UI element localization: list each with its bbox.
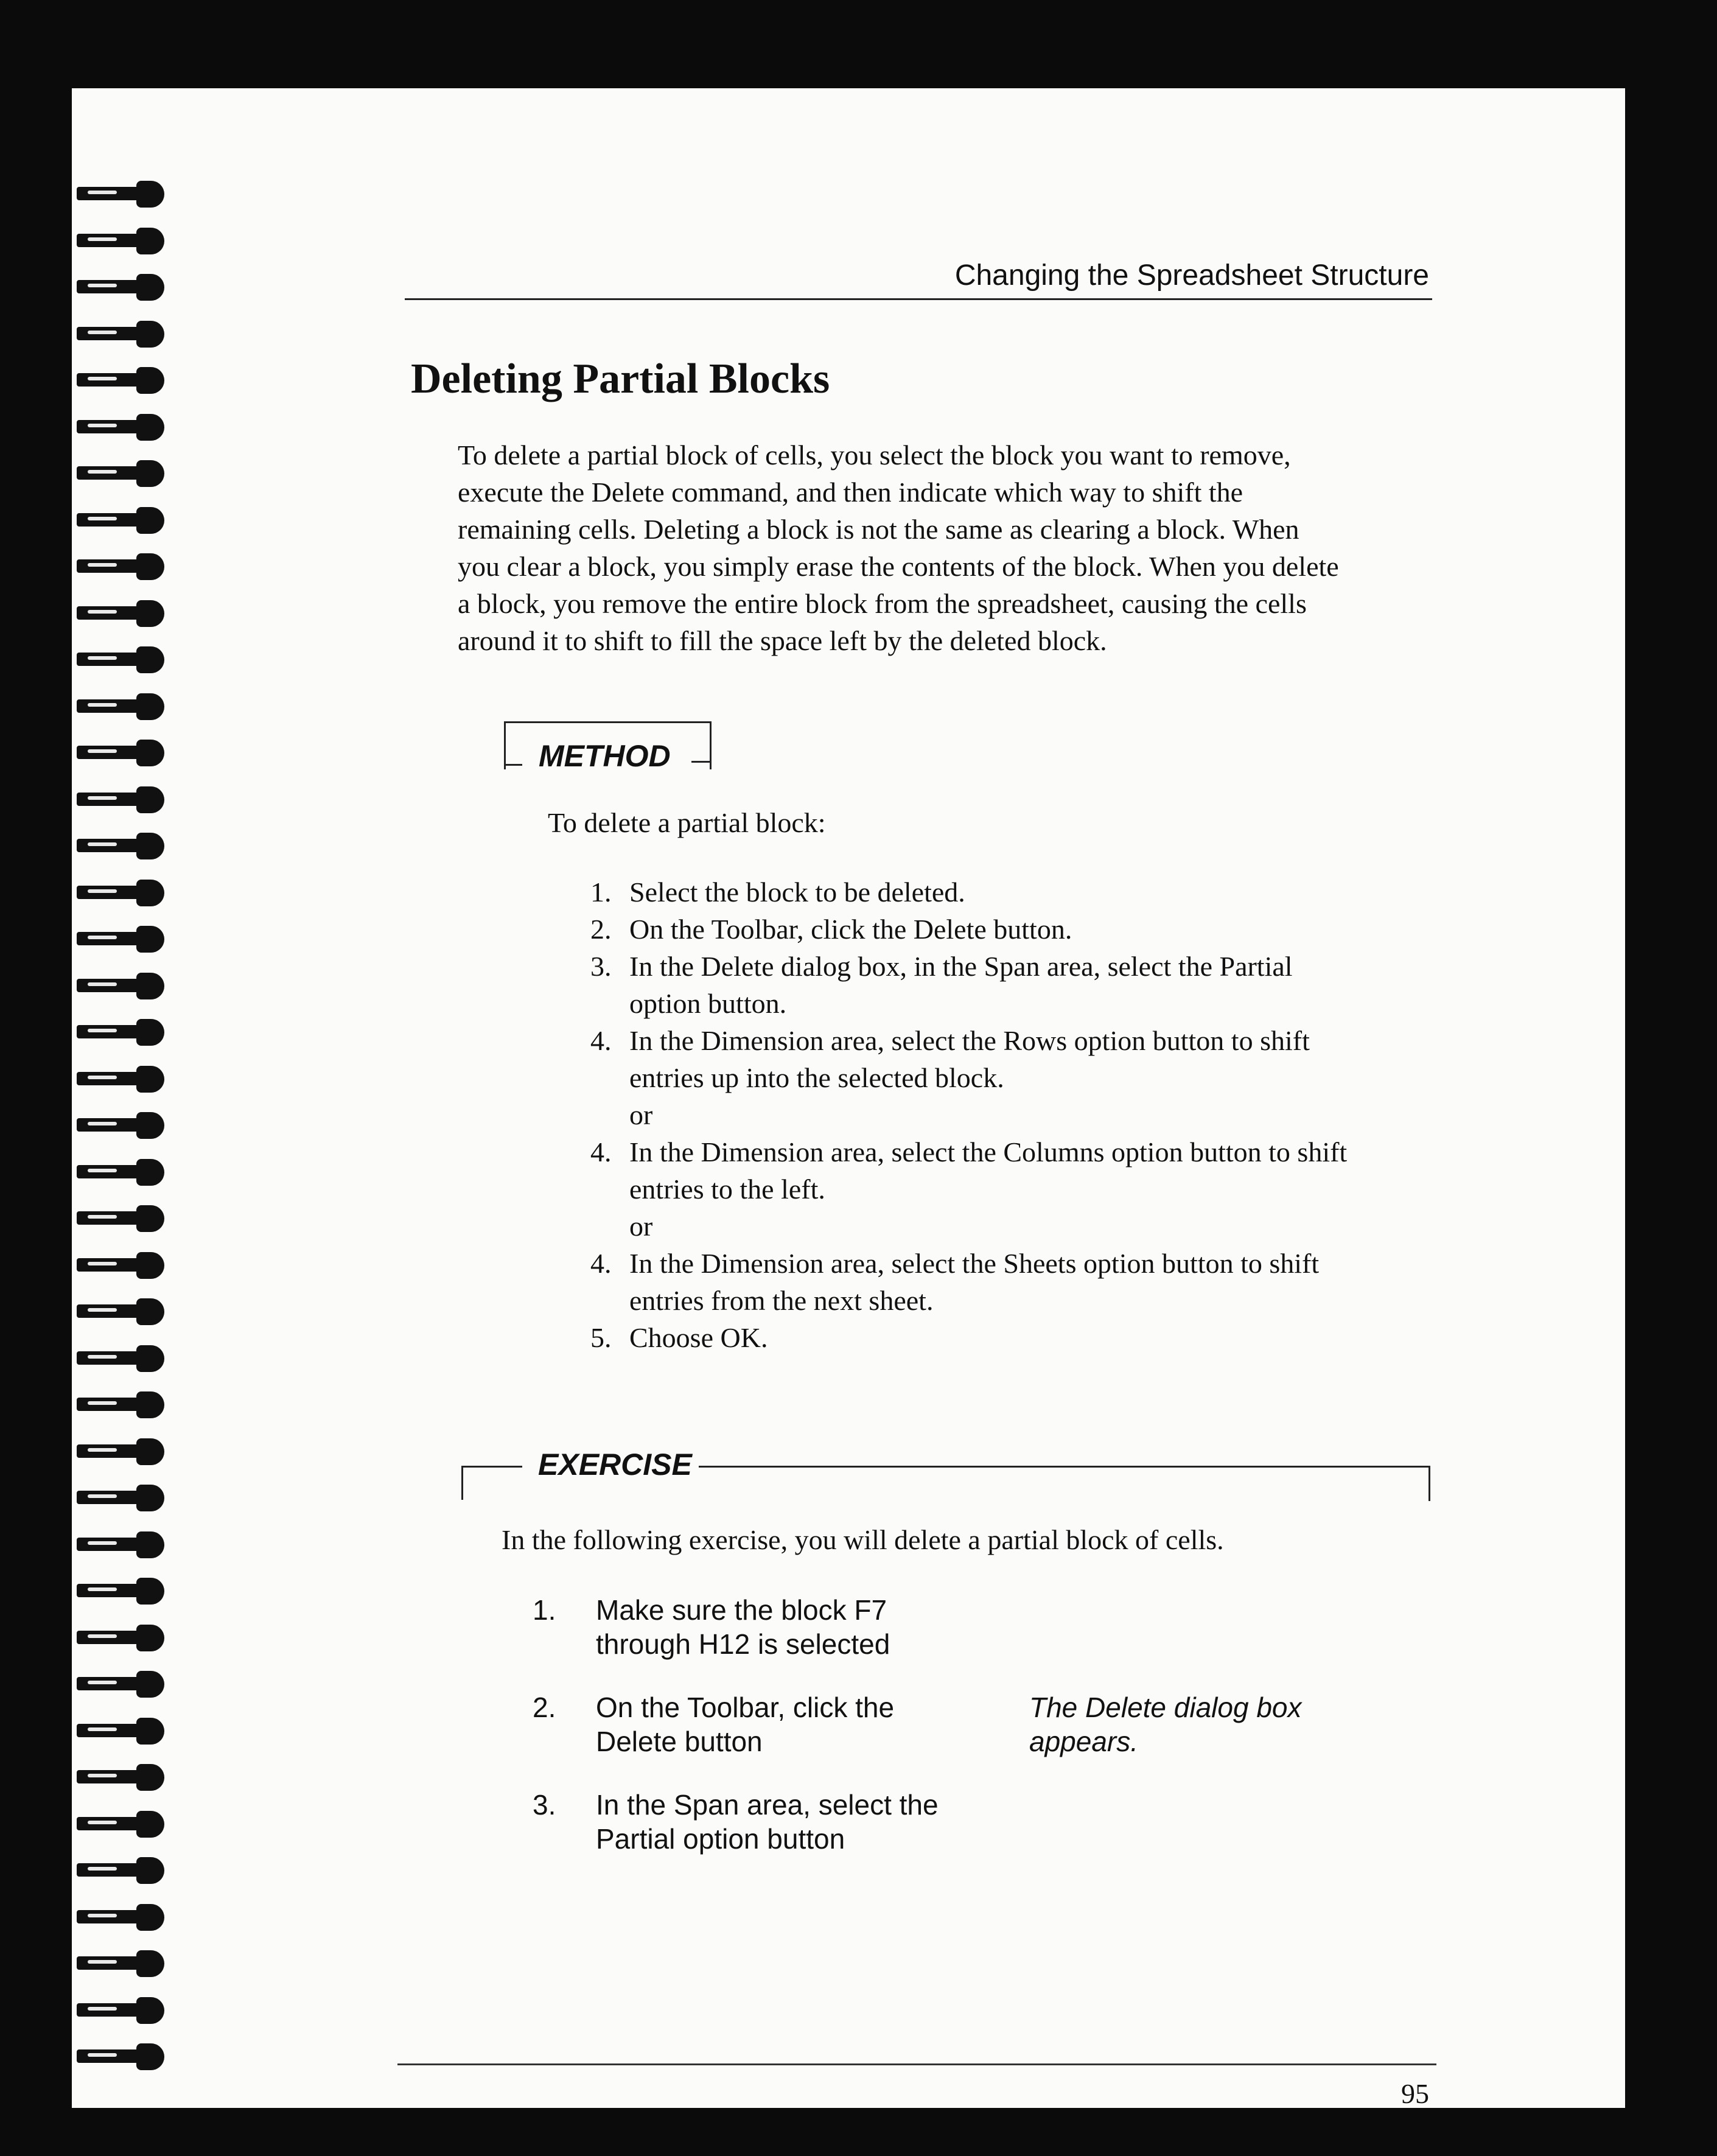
exercise-frame-line: [461, 1466, 463, 1500]
exercise-frame-line: [1429, 1466, 1430, 1501]
binding-ring: [77, 1111, 168, 1139]
binding-ring: [77, 1390, 168, 1418]
exercise-frame-line: [699, 1466, 1429, 1468]
binding-ring: [77, 1437, 168, 1465]
method-box-tick: [504, 764, 522, 766]
binding-ring: [77, 645, 168, 673]
exercise-intro: In the following exercise, you will delete a partial block of cells.: [502, 1524, 1224, 1555]
step-number: 1.: [533, 1594, 556, 1626]
or-separator: or: [629, 1211, 653, 1242]
binding-ring: [77, 599, 168, 627]
section-title: Deleting Partial Blocks: [411, 355, 830, 402]
binding-ring: [77, 459, 168, 487]
binding-ring: [77, 506, 168, 534]
intro-line: To delete a partial block of cells, you select the block you want to remove,: [458, 439, 1291, 471]
running-head: Changing the Spreadsheet Structure: [954, 259, 1429, 292]
method-step: [590, 1133, 1442, 1208]
method-step: [590, 873, 1442, 911]
step-number: 4.: [590, 1248, 612, 1279]
step-number: 2.: [590, 914, 612, 945]
binding-ring: [77, 1670, 168, 1698]
binding-ring: [77, 692, 168, 720]
binding-ring: [77, 1344, 168, 1372]
binding-ring: [77, 1297, 168, 1325]
method-step: [590, 948, 1442, 1022]
step-number: 3.: [590, 951, 612, 982]
step-result: [1029, 1593, 1370, 1661]
step-action: Make sure the block F7 through H12 is selected: [596, 1594, 890, 1660]
exercise-step: [533, 1788, 1446, 1856]
step-text: In the Dimension area, select the Sheets option button to shift entries from the next sheet.: [629, 1248, 1320, 1316]
binding-ring: [77, 785, 168, 813]
step-number: 2.: [533, 1692, 556, 1723]
exercise-steps: [533, 1593, 1446, 1885]
footer-rule: [397, 2063, 1436, 2065]
binding-ring: [77, 180, 168, 208]
method-step: [590, 1319, 1442, 1356]
step-number: 3.: [533, 1789, 556, 1821]
binding-ring: [77, 1763, 168, 1791]
step-text: In the Dimension area, select the Columns option button to shift entries to the left.: [629, 1136, 1348, 1205]
exercise-step: [533, 1690, 1446, 1759]
method-steps: [590, 873, 1442, 1356]
intro-line: a block, you remove the entire block from the spreadsheet, causing the cells: [458, 588, 1307, 619]
binding-ring: [77, 320, 168, 348]
spiral-binding: [72, 180, 175, 2108]
exercise-frame-line: [461, 1466, 522, 1468]
binding-ring: [77, 1996, 168, 2024]
binding-ring: [77, 1530, 168, 1558]
step-text: In the Delete dialog box, in the Span area, select the Partial option button.: [629, 951, 1293, 1019]
binding-ring: [77, 1158, 168, 1186]
binding-ring: [77, 878, 168, 906]
header-rule: [405, 298, 1432, 300]
binding-ring: [77, 1949, 168, 1977]
intro-line: around it to shift to fill the space left by the deleted block.: [458, 625, 1107, 656]
step-number: 4.: [590, 1025, 612, 1056]
binding-ring: [77, 1204, 168, 1232]
step-number: 4.: [590, 1136, 612, 1167]
intro-line: you clear a block, you simply erase the contents of the block. When you delete: [458, 551, 1339, 582]
step-action: In the Span area, select the Partial option button: [596, 1789, 939, 1855]
or-separator: or: [629, 1099, 653, 1130]
step-result: The Delete dialog box appears.: [1029, 1692, 1302, 1757]
binding-ring: [77, 1018, 168, 1046]
binding-ring: [77, 413, 168, 441]
step-number: 5.: [590, 1322, 612, 1353]
method-box-tick: [691, 761, 710, 763]
exercise-step: [533, 1593, 1446, 1661]
method-step: [590, 911, 1442, 948]
binding-ring: [77, 925, 168, 953]
binding-ring: [77, 1251, 168, 1279]
binding-ring: [77, 831, 168, 859]
intro-line: remaining cells. Deleting a block is not the same as clearing a block. When: [458, 514, 1299, 545]
binding-ring: [77, 226, 168, 254]
page-number: 95: [1401, 2078, 1429, 2108]
step-number: 1.: [590, 877, 612, 908]
step-action: On the Toolbar, click the Delete button: [596, 1692, 895, 1757]
binding-ring: [77, 2042, 168, 2070]
intro-line: execute the Delete command, and then indicate which way to shift the: [458, 477, 1243, 508]
binding-ring: [77, 366, 168, 394]
binding-ring: [77, 971, 168, 999]
method-lead: To delete a partial block:: [548, 807, 826, 838]
method-label: METHOD: [531, 738, 678, 774]
binding-ring: [77, 1856, 168, 1884]
binding-ring: [77, 1903, 168, 1931]
intro-paragraph: [458, 436, 1432, 659]
binding-ring: [77, 738, 168, 766]
binding-ring: [77, 552, 168, 580]
book-page: [72, 88, 1625, 2108]
method-step: [590, 1245, 1442, 1319]
binding-ring: [77, 1623, 168, 1651]
binding-ring: [77, 1065, 168, 1093]
step-text: Select the block to be deleted.: [629, 877, 965, 908]
step-result: [1029, 1788, 1370, 1856]
step-text: Choose OK.: [629, 1322, 768, 1353]
binding-ring: [77, 1577, 168, 1605]
exercise-label: EXERCISE: [538, 1447, 692, 1482]
binding-ring: [77, 1483, 168, 1511]
method-step: [590, 1022, 1442, 1096]
binding-ring: [77, 1810, 168, 1838]
step-text: In the Dimension area, select the Rows option button to shift entries up into the selected block.: [629, 1025, 1310, 1093]
binding-ring: [77, 273, 168, 301]
step-text: On the Toolbar, click the Delete button.: [629, 914, 1072, 945]
binding-ring: [77, 1717, 168, 1745]
